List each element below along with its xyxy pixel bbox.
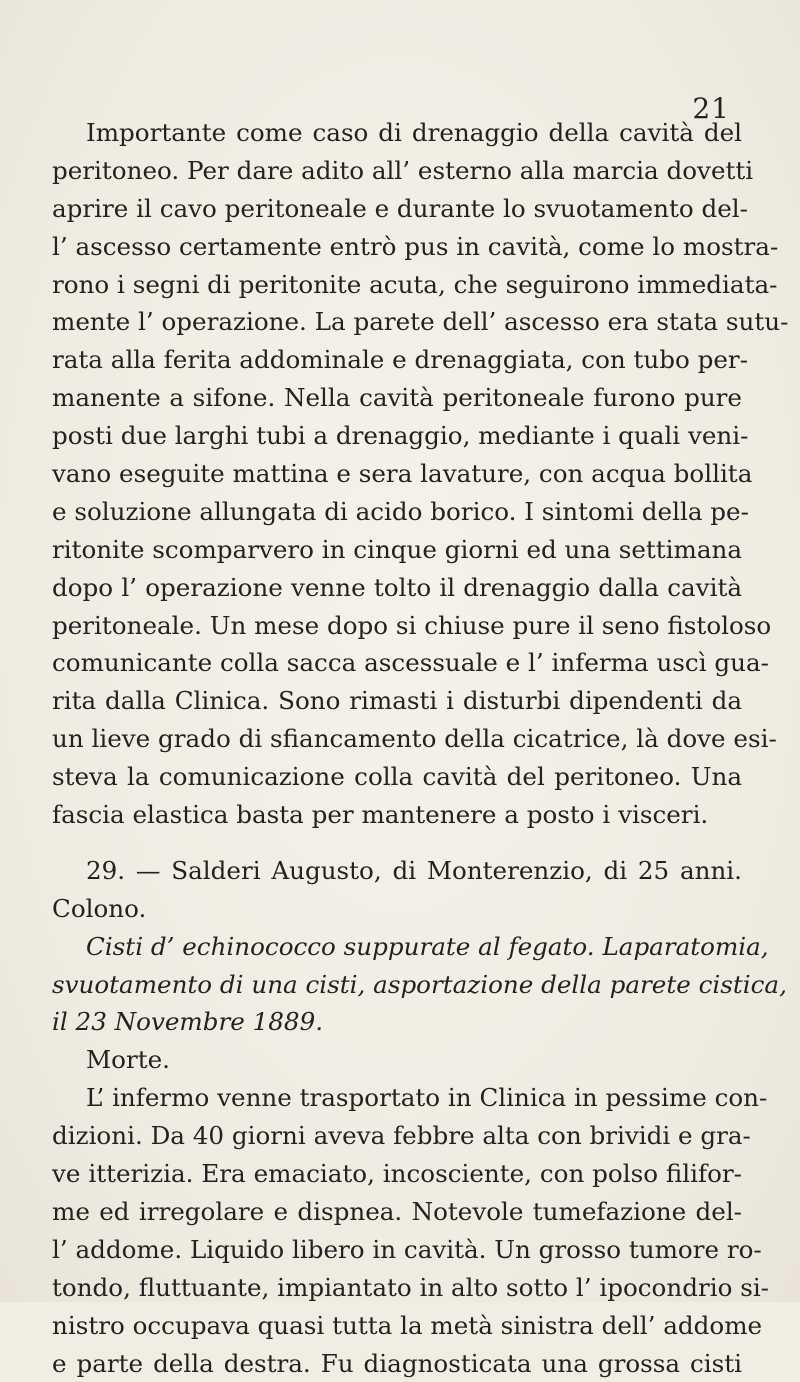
- text-line: un lieve grado di sfiancamento della cicatrice, là dove esi-: [52, 720, 742, 758]
- text-line: me ed irregolare e dispnea. Notevole tumefazione del-: [52, 1193, 742, 1231]
- text-line: ritonite scomparvero in cinque giorni ed una settimana: [52, 531, 742, 569]
- text-line: L’ infermo venne trasportato in Clinica in pessime con-: [52, 1079, 742, 1117]
- text-line: dopo l’ operazione venne tolto il drenaggio dalla cavità: [52, 569, 742, 607]
- case-occupation-line: Colono.: [52, 890, 742, 928]
- text-line: e parte della destra. Fu diagnosticata una grossa cisti: [52, 1345, 742, 1382]
- text-line: vano eseguite mattina e sera lavature, con acqua bollita: [52, 455, 742, 493]
- text-line: nistro occupava quasi tutta la metà sinistra dell’ addome: [52, 1307, 742, 1345]
- case-title-line: il 23 Novembre 1889.: [52, 1003, 742, 1041]
- text-line: mente l’ operazione. La parete dell’ ascesso era stata sutu-: [52, 303, 742, 341]
- case-header: [52, 852, 742, 928]
- case-patient-line: 29. — Salderi Augusto, di Monterenzio, di 25 anni.: [52, 852, 742, 890]
- text-line: Importante come caso di drenaggio della cavità del: [52, 114, 742, 152]
- text-line: rata alla ferita addominale e drenaggiata, con tubo per-: [52, 341, 742, 379]
- text-line: ve itterizia. Era emaciato, incosciente, con polso filifor-: [52, 1155, 742, 1193]
- text-line: dizioni. Da 40 giorni aveva febbre alta con brividi e gra-: [52, 1117, 742, 1155]
- text-line: fascia elastica basta per mantenere a posto i visceri.: [52, 796, 742, 834]
- case-outcome: Morte.: [52, 1041, 742, 1079]
- case-title-line: svuotamento di una cisti, asportazione della parete cistica,: [52, 966, 742, 1004]
- text-line: rono i segni di peritonite acuta, che seguirono immediata-: [52, 266, 742, 304]
- text-line: peritoneale. Un mese dopo si chiuse pure il seno fistoloso: [52, 607, 742, 645]
- paragraph-drainage-case: [52, 114, 742, 834]
- case-title-line: Cisti d’ echinococco suppurate al fegato. Laparatomia,: [52, 928, 742, 966]
- text-line: peritoneo. Per dare adito all’ esterno alla marcia dovetti: [52, 152, 742, 190]
- page-body: [52, 114, 742, 1382]
- text-line: l’ ascesso certamente entrò pus in cavità, come lo mostra-: [52, 228, 742, 266]
- page-number: 21: [692, 92, 730, 125]
- paragraph-case-description: [52, 1079, 742, 1382]
- text-line: e soluzione allungata di acido borico. I sintomi della pe-: [52, 493, 742, 531]
- text-line: l’ addome. Liquido libero in cavità. Un grosso tumore ro-: [52, 1231, 742, 1269]
- case-title: [52, 928, 742, 1042]
- text-line: tondo, fluttuante, impiantato in alto sotto l’ ipocondrio si-: [52, 1269, 742, 1307]
- text-line: aprire il cavo peritoneale e durante lo svuotamento del-: [52, 190, 742, 228]
- text-line: manente a sifone. Nella cavità peritoneale furono pure: [52, 379, 742, 417]
- text-line: steva la comunicazione colla cavità del peritoneo. Una: [52, 758, 742, 796]
- text-line: comunicante colla sacca ascessuale e l’ inferma uscì gua-: [52, 644, 742, 682]
- text-line: posti due larghi tubi a drenaggio, mediante i quali veni-: [52, 417, 742, 455]
- text-line: rita dalla Clinica. Sono rimasti i disturbi dipendenti da: [52, 682, 742, 720]
